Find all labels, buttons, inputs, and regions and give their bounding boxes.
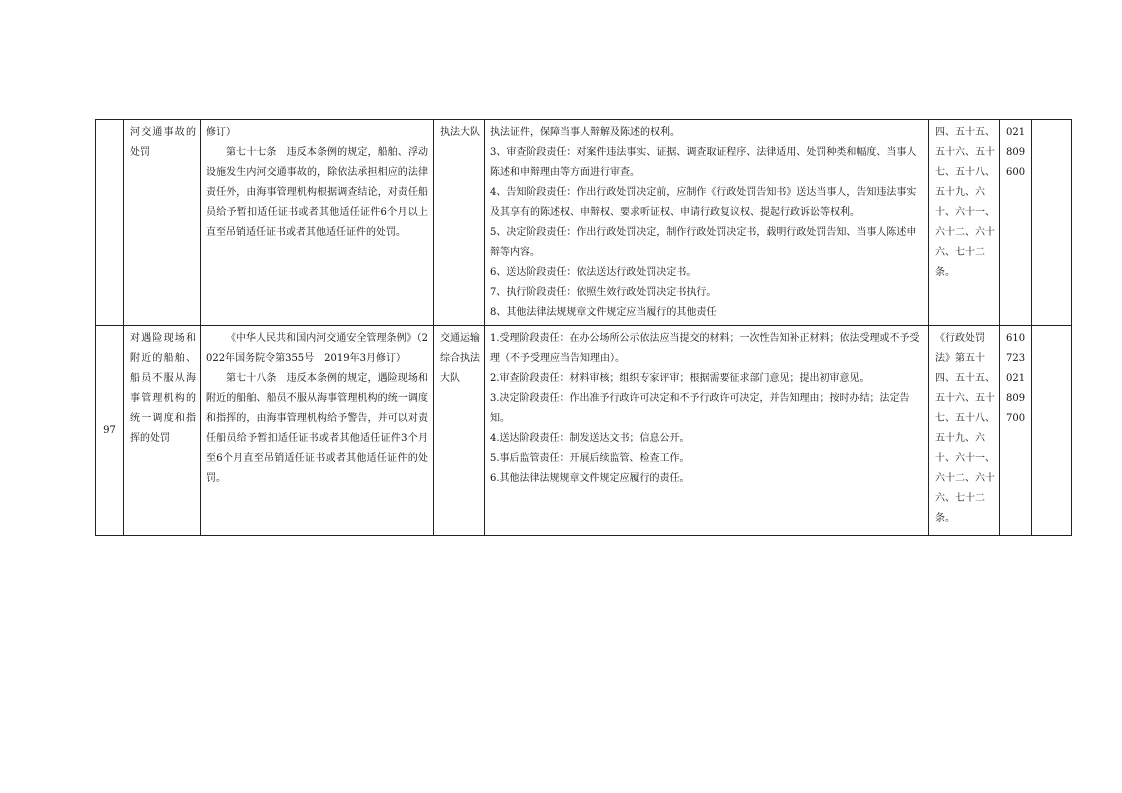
table-row bbox=[96, 326, 1072, 536]
table-row bbox=[96, 120, 1072, 326]
code-line: 809 bbox=[1006, 147, 1026, 158]
row-number-cell bbox=[96, 326, 124, 536]
law-article-line: 四、五十五、 bbox=[935, 127, 995, 138]
basis-cell bbox=[201, 120, 434, 326]
org-cell bbox=[434, 326, 485, 536]
law-article-line: 六、七十二 bbox=[935, 493, 985, 504]
law-article-line: 六十二、六十 bbox=[935, 227, 995, 238]
duty-item: 5、决定阶段责任：作出行政处罚决定，制作行政处罚决定书，载明行政处罚告知、当事人陈述申辩等内容。 bbox=[490, 227, 917, 258]
duty-item: 1.受理阶段责任：在办公场所公示依法应当提交的材料；一次性告知补正材料；依法受理或不予受理（不予受理应当告知理由）。 bbox=[490, 333, 920, 364]
duty-item: 7、执行阶段责任：依照生效行政处罚决定书执行。 bbox=[490, 287, 717, 298]
law-article-line: 十、六十一、 bbox=[935, 453, 995, 464]
law-article-line: 五十六、五十 bbox=[935, 147, 995, 158]
duty-cell bbox=[485, 120, 929, 326]
duty-item: 8、其他法律法规规章文件规定应当履行的其他责任 bbox=[490, 307, 717, 318]
law-article-line: 条。 bbox=[935, 267, 955, 278]
law-article-line: 七、五十八、 bbox=[935, 413, 995, 424]
code-line: 021 bbox=[1006, 373, 1026, 384]
duty-item: 3、审查阶段责任：对案件违法事实、证据、调查取证程序、法律适用、处罚种类和幅度、当事人陈述和申辩理由等方面进行审查。 bbox=[490, 147, 917, 178]
item-cell bbox=[124, 326, 201, 536]
code-cell bbox=[1000, 326, 1032, 536]
duty-item: 5.事后监管责任：开展后续监管、检查工作。 bbox=[490, 453, 690, 464]
basis-text: 修订） bbox=[206, 127, 236, 138]
duty-item: 3.决定阶段责任：作出准予行政许可决定和不予行政许可决定，并告知理由；按时办结；法定告知。 bbox=[490, 393, 910, 424]
basis-text: 第七十八条 违反本条例的规定，遇险现场和附近的船舶、船员不服从海事管理机构的统一调度和指挥的，由海事管理机构给予警告，并可以对责任船员给予暂扣适任证书或者其他适任证件3个月至6个月直至吊销适任证书或者其他适任证件的处罚。 bbox=[206, 373, 428, 484]
code-line: 723 bbox=[1006, 353, 1026, 364]
item-name: 对遇险现场和附近的船舶、船员不服从海事管理机构的统一调度和指挥的处罚 bbox=[130, 333, 196, 444]
law-article-line: 《行政处罚 bbox=[935, 333, 985, 344]
law-article-line: 条。 bbox=[935, 513, 955, 524]
row-number: 97 bbox=[103, 424, 116, 436]
row-number-cell bbox=[96, 120, 124, 326]
code-line: 809 bbox=[1006, 393, 1026, 404]
law-article-line: 五十六、五十 bbox=[935, 393, 995, 404]
duty-item: 6、送达阶段责任：依法送达行政处罚决定书。 bbox=[490, 267, 697, 278]
code-line: 021 bbox=[1006, 127, 1026, 138]
law-article-line: 五十九、六 bbox=[935, 187, 985, 198]
duty-item: 4、告知阶段责任：作出行政处罚决定前，应制作《行政处罚告知书》送达当事人，告知违法事实及其享有的陈述权、申辩权、要求听证权、申请行政复议权、提起行政诉讼等权利。 bbox=[490, 187, 917, 218]
item-cell bbox=[124, 120, 201, 326]
basis-text: 《中华人民共和国内河交通安全管理条例》（2022年国务院令第355号 2019年3月修订） bbox=[206, 333, 428, 364]
org-name: 交通运输综合执法大队 bbox=[440, 333, 480, 384]
code-cell bbox=[1000, 120, 1032, 326]
duty-cell bbox=[485, 326, 929, 536]
org-cell bbox=[434, 120, 485, 326]
law-article-line: 七、五十八、 bbox=[935, 167, 995, 178]
law-article-line: 六十二、六十 bbox=[935, 473, 995, 484]
duty-item: 执法证件，保障当事人辩解及陈述的权利。 bbox=[490, 127, 680, 138]
code-line: 700 bbox=[1006, 413, 1026, 424]
law-article-line: 五十九、六 bbox=[935, 433, 985, 444]
law-article-line: 十、六十一、 bbox=[935, 207, 995, 218]
law-article-line: 六、七十二 bbox=[935, 247, 985, 258]
law-article-cell bbox=[929, 326, 1000, 536]
basis-cell bbox=[201, 326, 434, 536]
code-line: 610 bbox=[1006, 333, 1026, 344]
code-line: 600 bbox=[1006, 167, 1026, 178]
law-article-line: 四、五十五、 bbox=[935, 373, 995, 384]
note-cell bbox=[1032, 120, 1072, 326]
note-cell bbox=[1032, 326, 1072, 536]
law-article-line: 法》第五十 bbox=[935, 353, 985, 364]
item-name: 河交通事故的处罚 bbox=[130, 127, 196, 158]
duty-item: 4.送达阶段责任：制发送达文书；信息公开。 bbox=[490, 433, 690, 444]
law-article-cell bbox=[929, 120, 1000, 326]
duty-item: 6.其他法律法规规章文件规定应履行的责任。 bbox=[490, 473, 690, 484]
basis-text: 第七十七条 违反本条例的规定，船舶、浮动设施发生内河交通事故的，除依法承担相应的法律责任外，由海事管理机构根据调查结论，对责任船员给予暂扣适任证书或者其他适任证件6个月以上直至吊销适任证书或者其他适任证件的处罚。 bbox=[206, 147, 428, 238]
org-name: 执法大队 bbox=[440, 127, 480, 138]
duty-list-table bbox=[95, 119, 1072, 536]
duty-item: 2.审查阶段责任：材料审核；组织专家评审；根据需要征求部门意见；提出初审意见。 bbox=[490, 373, 870, 384]
